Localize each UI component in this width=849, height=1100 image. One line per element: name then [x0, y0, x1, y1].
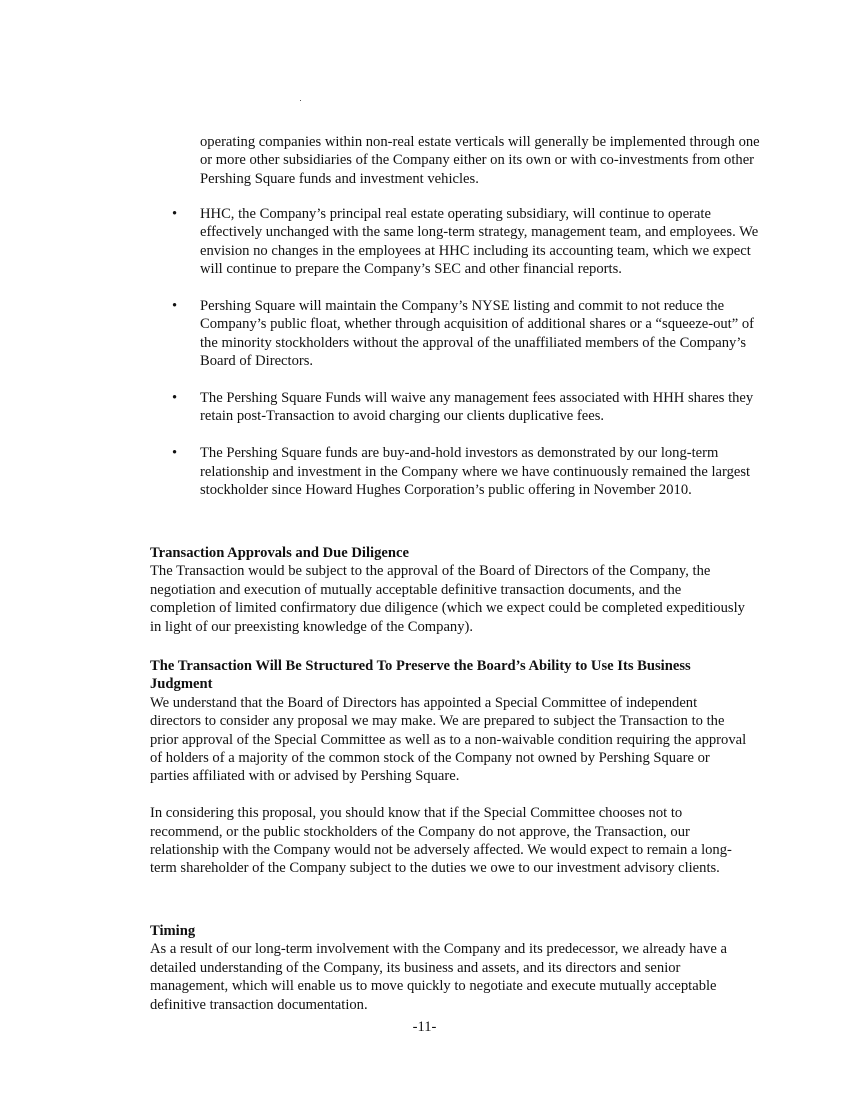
section-body: As a result of our long-term involvement with the Company and its predecessor, we already have a detailed understanding of the Company, its business and assets, and its directors and senior management, which will enable us to move quickly to negotiate and execute mutually acceptable definitive transaction documentation.	[150, 941, 727, 1013]
list-item	[172, 297, 762, 371]
section-heading: Timing	[150, 923, 196, 939]
section-body-second: In considering this proposal, you should know that if the Special Committee chooses not to recommend, or the public stockholders of the Company do not approve, the Transaction, our relationship with the Company would not be adversely affected. We would expect to remain a long-term shareholder of the Company subject to the duties we owe to our investment advisory clients.	[150, 805, 732, 877]
list-item	[172, 389, 762, 426]
bullet-icon: •	[172, 445, 178, 462]
bullet-list	[172, 205, 762, 518]
timing-section	[150, 922, 750, 1014]
section-body: We understand that the Board of Directors has appointed a Special Committee of independent directors to consider any proposal we may make. We are prepared to subject the Transaction to the prior approval of the Special Committee as well as to a non-waivable condition requiring the approval of holders of a majority of the common stock of the Company not owned by Pershing Square or parties affiliated with or advised by Pershing Square.	[150, 694, 747, 785]
bullet-text: Pershing Square will maintain the Company’s NYSE listing and commit to not reduce the Company’s public float, whether through acquisition of additional shares or a “squeeze-out” of the minority stockholders without the approval of the unaffiliated members of the Company’s Board of Directors.	[200, 298, 754, 370]
section-heading: The Transaction Will Be Structured To Preserve the Board’s Ability to Use Its Business Judgment	[150, 658, 691, 693]
structure-section	[150, 657, 750, 878]
page-number: -11-	[412, 1019, 437, 1035]
section-heading: Transaction Approvals and Due Diligence	[150, 545, 409, 561]
section-body: The Transaction would be subject to the approval of the Board of Directors of the Company, the negotiation and execution of mutually acceptable definitive transaction documents, and the completion of limited confirmatory due diligence (which we expect could be completed expeditiously in light of our preexisting knowledge of the Company).	[150, 563, 745, 635]
list-item	[172, 205, 762, 279]
list-item	[172, 444, 762, 499]
bullet-text: HHC, the Company’s principal real estate operating subsidiary, will continue to operate effectively unchanged with the same long-term strategy, management team, and employees. We envision no changes in the employees at HHC including its accounting team, which we expect will continue to prepare the Company’s SEC and other financial reports.	[200, 206, 759, 278]
scan-speck	[300, 100, 301, 101]
bullet-icon: •	[172, 390, 178, 407]
approvals-section	[150, 544, 750, 636]
bullet-text: The Pershing Square funds are buy-and-hold investors as demonstrated by our long-term relationship and investment in the Company where we have continuously remained the largest stockholder since Howard Hughes Corporation’s public offering in November 2010.	[200, 445, 751, 499]
continued-bullet-text: operating companies within non-real estate verticals will generally be implemented through one or more other subsidiaries of the Company either on its own or with co-investments from other Pershing Square funds and investment vehicles.	[200, 134, 760, 187]
bullet-icon: •	[172, 206, 178, 222]
bullet-icon: •	[172, 298, 178, 315]
bullet-text: The Pershing Square Funds will waive any management fees associated with HHH shares they retain post-Transaction to avoid charging our clients duplicative fees.	[200, 390, 754, 425]
